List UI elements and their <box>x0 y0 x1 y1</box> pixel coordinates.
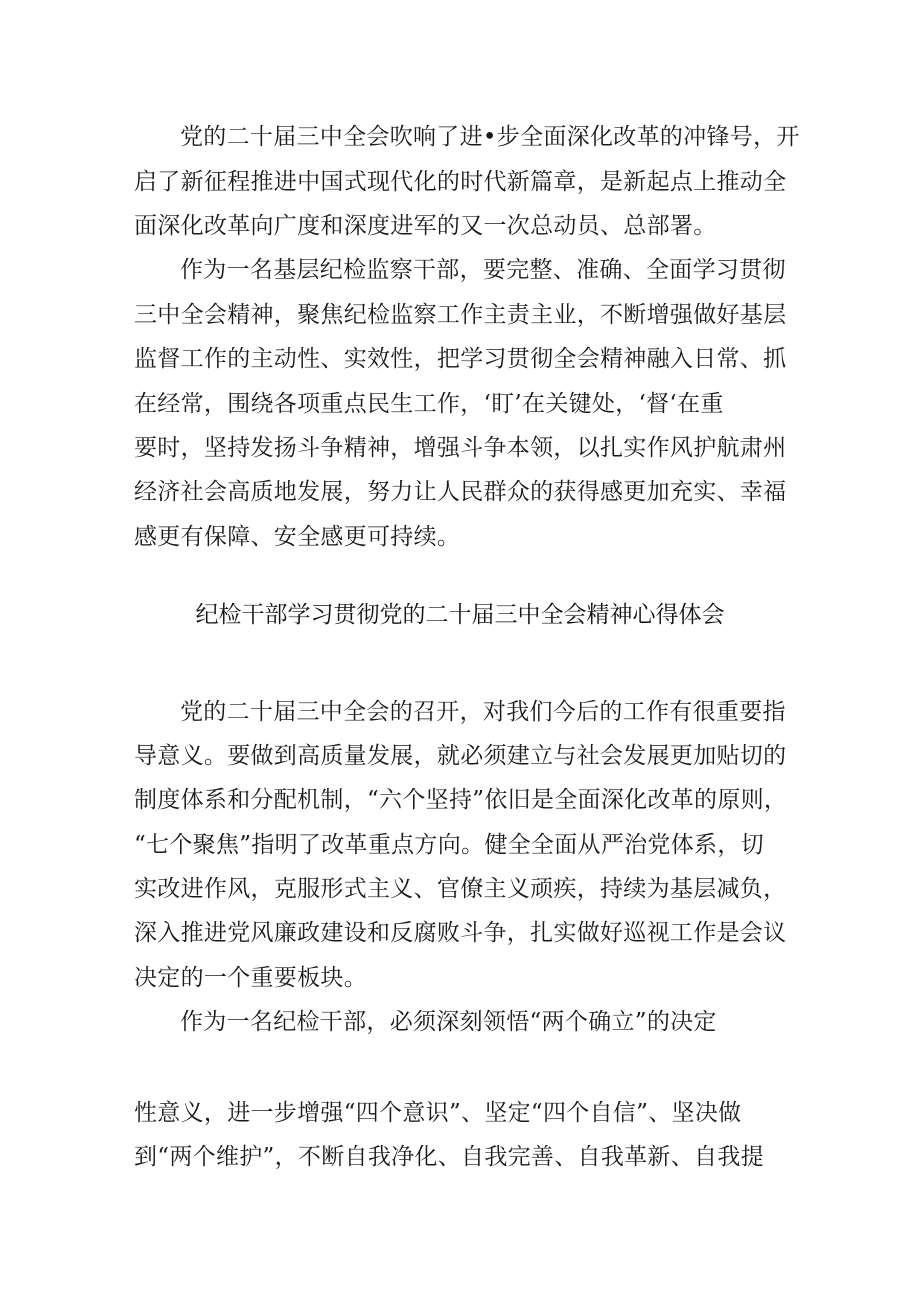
paragraph-line: 作为一名纪检干部，必须深刻领悟“两个确立”的决定 <box>180 1009 717 1035</box>
paragraph-line: 性意义，进一步增强“四个意识”、坚定“四个自信”、坚决做 <box>134 1100 742 1126</box>
paragraph-line: 党的二十届三中全会的召开，对我们今后的工作有很重要指 <box>180 699 786 725</box>
paragraph-line: 感更有保障、安全感更可持续。 <box>134 524 461 550</box>
paragraph-line: 导意义。要做到高质量发展，就必须建立与社会发展更加贴切的 <box>134 743 787 769</box>
paragraph-line: 面深化改革向广度和深度进军的又一次总动员、总部署。 <box>134 213 717 239</box>
paragraph-line: 制度体系和分配机制，“六个坚持”依旧是全面深化改革的原则， <box>134 787 788 813</box>
paragraph-line: 监督工作的主动性、实效性，把学习贯彻全会精神融入日常、抓 <box>134 346 787 372</box>
paragraph-line: 三中全会精神，聚焦纪检监察工作主责主业，不断增强做好基层 <box>134 302 787 328</box>
paragraph-line: 党的二十届三中全会吹响了进•步全面深化改革的冲锋号，开 <box>180 124 800 150</box>
paragraph-line: 启了新征程推进中国式现代化的时代新篇章，是新起点上推动全 <box>134 169 787 195</box>
paragraph-line: 实改进作风，克服形式主义、官僚主义顽疾，持续为基层减负， <box>134 876 787 902</box>
paragraph-line: 到“两个维护”，不断自我净化、自我完善、自我革新、自我提 <box>134 1144 764 1170</box>
paragraph-line: 经济社会高质地发展，努力让人民群众的获得感更加充实、幸福 <box>134 479 787 505</box>
paragraph-line: “七个聚焦”指明了改革重点方向。健全全面从严治党体系，切 <box>134 832 764 858</box>
section-heading: 纪检干部学习贯彻党的二十届三中全会精神心得体会 <box>195 602 725 628</box>
paragraph-line: 作为一名基层纪检监察干部，要完整、准确、全面学习贯彻 <box>180 257 786 283</box>
paragraph-line: 决定的一个重要板块。 <box>134 965 367 991</box>
paragraph-line: 深入推进党风廉政建设和反腐败斗争，扎实做好巡视工作是会议 <box>134 920 787 946</box>
paragraph-line: 要时，坚持发扬斗争精神，增强斗争本领，以扎实作风护航肃州 <box>134 435 787 461</box>
paragraph-line: 在经常，围绕各项重点民生工作，‘盯’在关键处，‘督‘在重 <box>134 391 724 417</box>
